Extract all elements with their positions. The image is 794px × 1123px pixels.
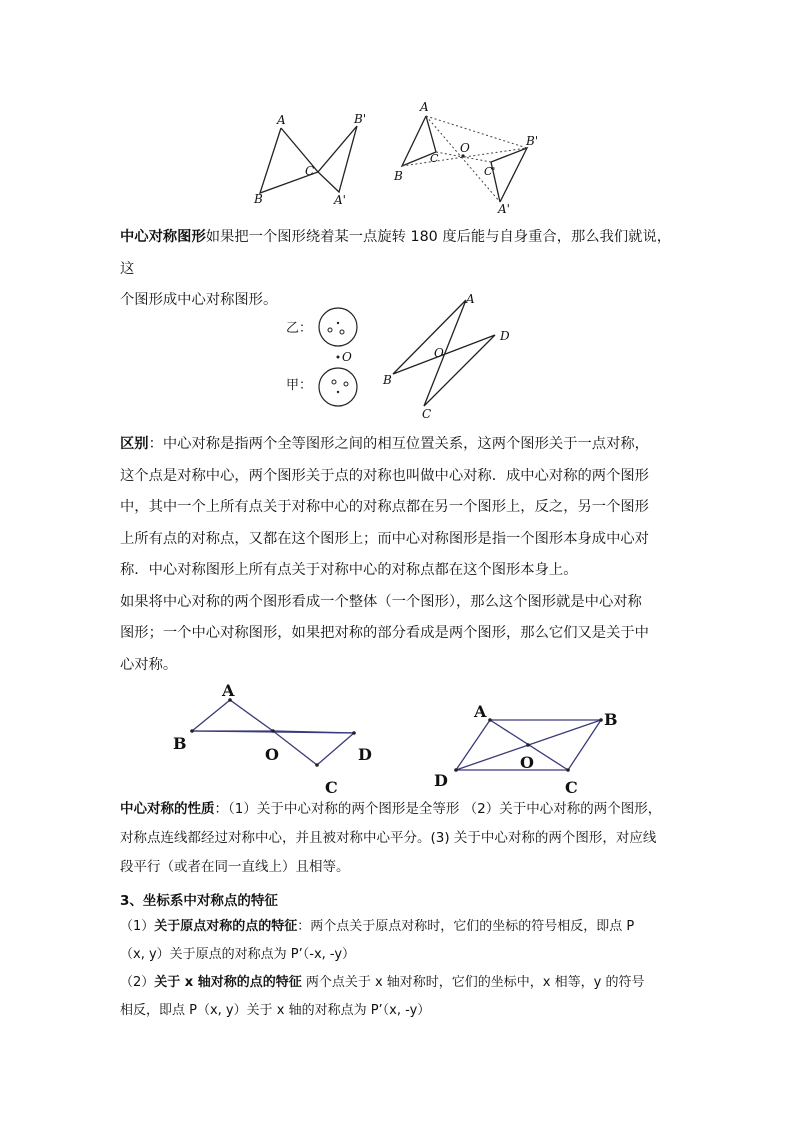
label-B: B [254, 192, 263, 206]
label-O: O [460, 141, 470, 155]
label-B: B [604, 710, 618, 729]
triangle-abc-lines [260, 128, 318, 193]
difference-paragraph [120, 429, 680, 681]
difference-line-5: 称．中心对称图形上所有点关于对称中心的对称点都在这个图形本身上。 [120, 562, 578, 578]
label-D: D [434, 771, 448, 790]
triangle-a1b1c1-lines [491, 148, 527, 202]
difference-line-1: ：中心对称是指两个全等图形之间的相互位置关系，这两个图形关于一点对称， [148, 436, 649, 452]
label-O: O [342, 350, 352, 364]
label-A-prime: A' [498, 202, 510, 216]
label-C: C [325, 778, 338, 797]
label-C-prime: C' [484, 165, 496, 178]
label-A-prime: A' [334, 193, 346, 207]
item-1-prefix: （1） [120, 919, 155, 934]
properties-paragraph [120, 795, 680, 882]
label-A: A [466, 292, 475, 306]
label-B-prime: B' [526, 134, 539, 148]
circle-jia [319, 368, 357, 406]
label-C: C [430, 152, 439, 165]
properties-line-2: 对称点连线都经过对称中心，并且被对称中心平分。(3) 关于中心对称的两个图形，对应线 [120, 830, 657, 846]
difference-line-4: 上所有点的对称点，又都在这个图形上；而中心对称图形是指一个图形本身成中心对 [120, 530, 649, 547]
label-O: O [520, 753, 534, 772]
section-items [120, 913, 680, 1025]
label-jia: 甲： [286, 378, 313, 393]
definition-line-1: 如果把一个图形绕着某一点旋转 180 度后能与自身重合，那么我们就说，这 [120, 229, 672, 277]
item-1-line-1: ：两个点关于原点对称时，它们的坐标的符号相反，即点 P [297, 919, 635, 934]
label-B: B [394, 169, 403, 183]
figure-circles [280, 300, 380, 415]
item-2-prefix: （2） [120, 975, 155, 990]
properties-line-1: ：（1）关于中心对称的两个图形是全等形 （2）关于中心对称的两个图形， [214, 801, 662, 817]
definition-line-2: 个图形成中心对称图形。 [120, 292, 278, 308]
item-2-line-1: 两个点关于 x 轴对称时，它们的坐标中，x 相等，y 的符号 [301, 975, 645, 990]
figure-abcd-symmetry [380, 290, 520, 420]
definition-term: 中心对称图形 [120, 229, 206, 245]
triangle-a1b1c-lines [318, 126, 357, 192]
difference-line-2: 这个点是对称中心，两个图形关于点的对称也叫做中心对称．成中心对称的两个图形 [120, 467, 649, 484]
label-B: B [383, 373, 392, 387]
difference-line-3: 中，其中一个上所有点关于对称中心的对称点都在另一个图形上，反之，另一个图形 [120, 499, 649, 515]
figure-rotation-triangles [390, 98, 550, 218]
figure-triangles-o [165, 680, 385, 800]
properties-line-3: 段平行（或者在同一直线上）且相等。 [120, 859, 350, 875]
item-2-line-2: 相反，即点 P（x, y）关于 x 轴的对称点为 P’（x, -y） [120, 1003, 431, 1018]
label-O: O [265, 745, 279, 764]
label-B: B [173, 734, 187, 753]
dotted-connectors [402, 116, 527, 202]
figure-parallelogram [428, 700, 628, 800]
item-2-term: 关于 x 轴对称的点的特征 [154, 975, 302, 990]
label-D: D [500, 329, 510, 343]
label-O: O [434, 346, 444, 360]
difference-line-7: 图形；一个中心对称图形，如果把对称的部分看成是两个图形，那么它们又是关于中 [120, 625, 649, 641]
label-C: C [305, 164, 315, 178]
label-A: A [222, 681, 235, 700]
triangle-cdo-lines [273, 731, 354, 765]
center-point [337, 356, 340, 359]
label-B-prime: B' [354, 112, 367, 126]
quad-lines [393, 300, 495, 406]
label-A: A [420, 100, 429, 114]
section-heading: 3、坐标系中对称点的特征 [120, 893, 278, 909]
difference-line-8: 心对称。 [120, 656, 178, 673]
item-1-term: 关于原点对称的点的特征 [154, 919, 298, 934]
label-D: D [358, 745, 372, 764]
figure-bowtie-abc [250, 108, 380, 208]
properties-term: 中心对称的性质 [120, 801, 215, 817]
label-A: A [277, 113, 286, 127]
item-1-line-2: （x, y）关于原点的对称点为 P’（-x, -y） [120, 947, 356, 962]
label-C: C [422, 407, 432, 420]
difference-line-6: 如果将中心对称的两个图形看成一个整体（一个图形），那么这个图形就是中心对称 [120, 593, 642, 610]
circle-yi [319, 308, 357, 346]
label-A: A [474, 702, 487, 721]
label-C: C [565, 778, 578, 797]
difference-term: 区别 [120, 436, 149, 452]
label-yi: 乙： [286, 321, 313, 336]
triangle-abo-lines [192, 700, 273, 731]
